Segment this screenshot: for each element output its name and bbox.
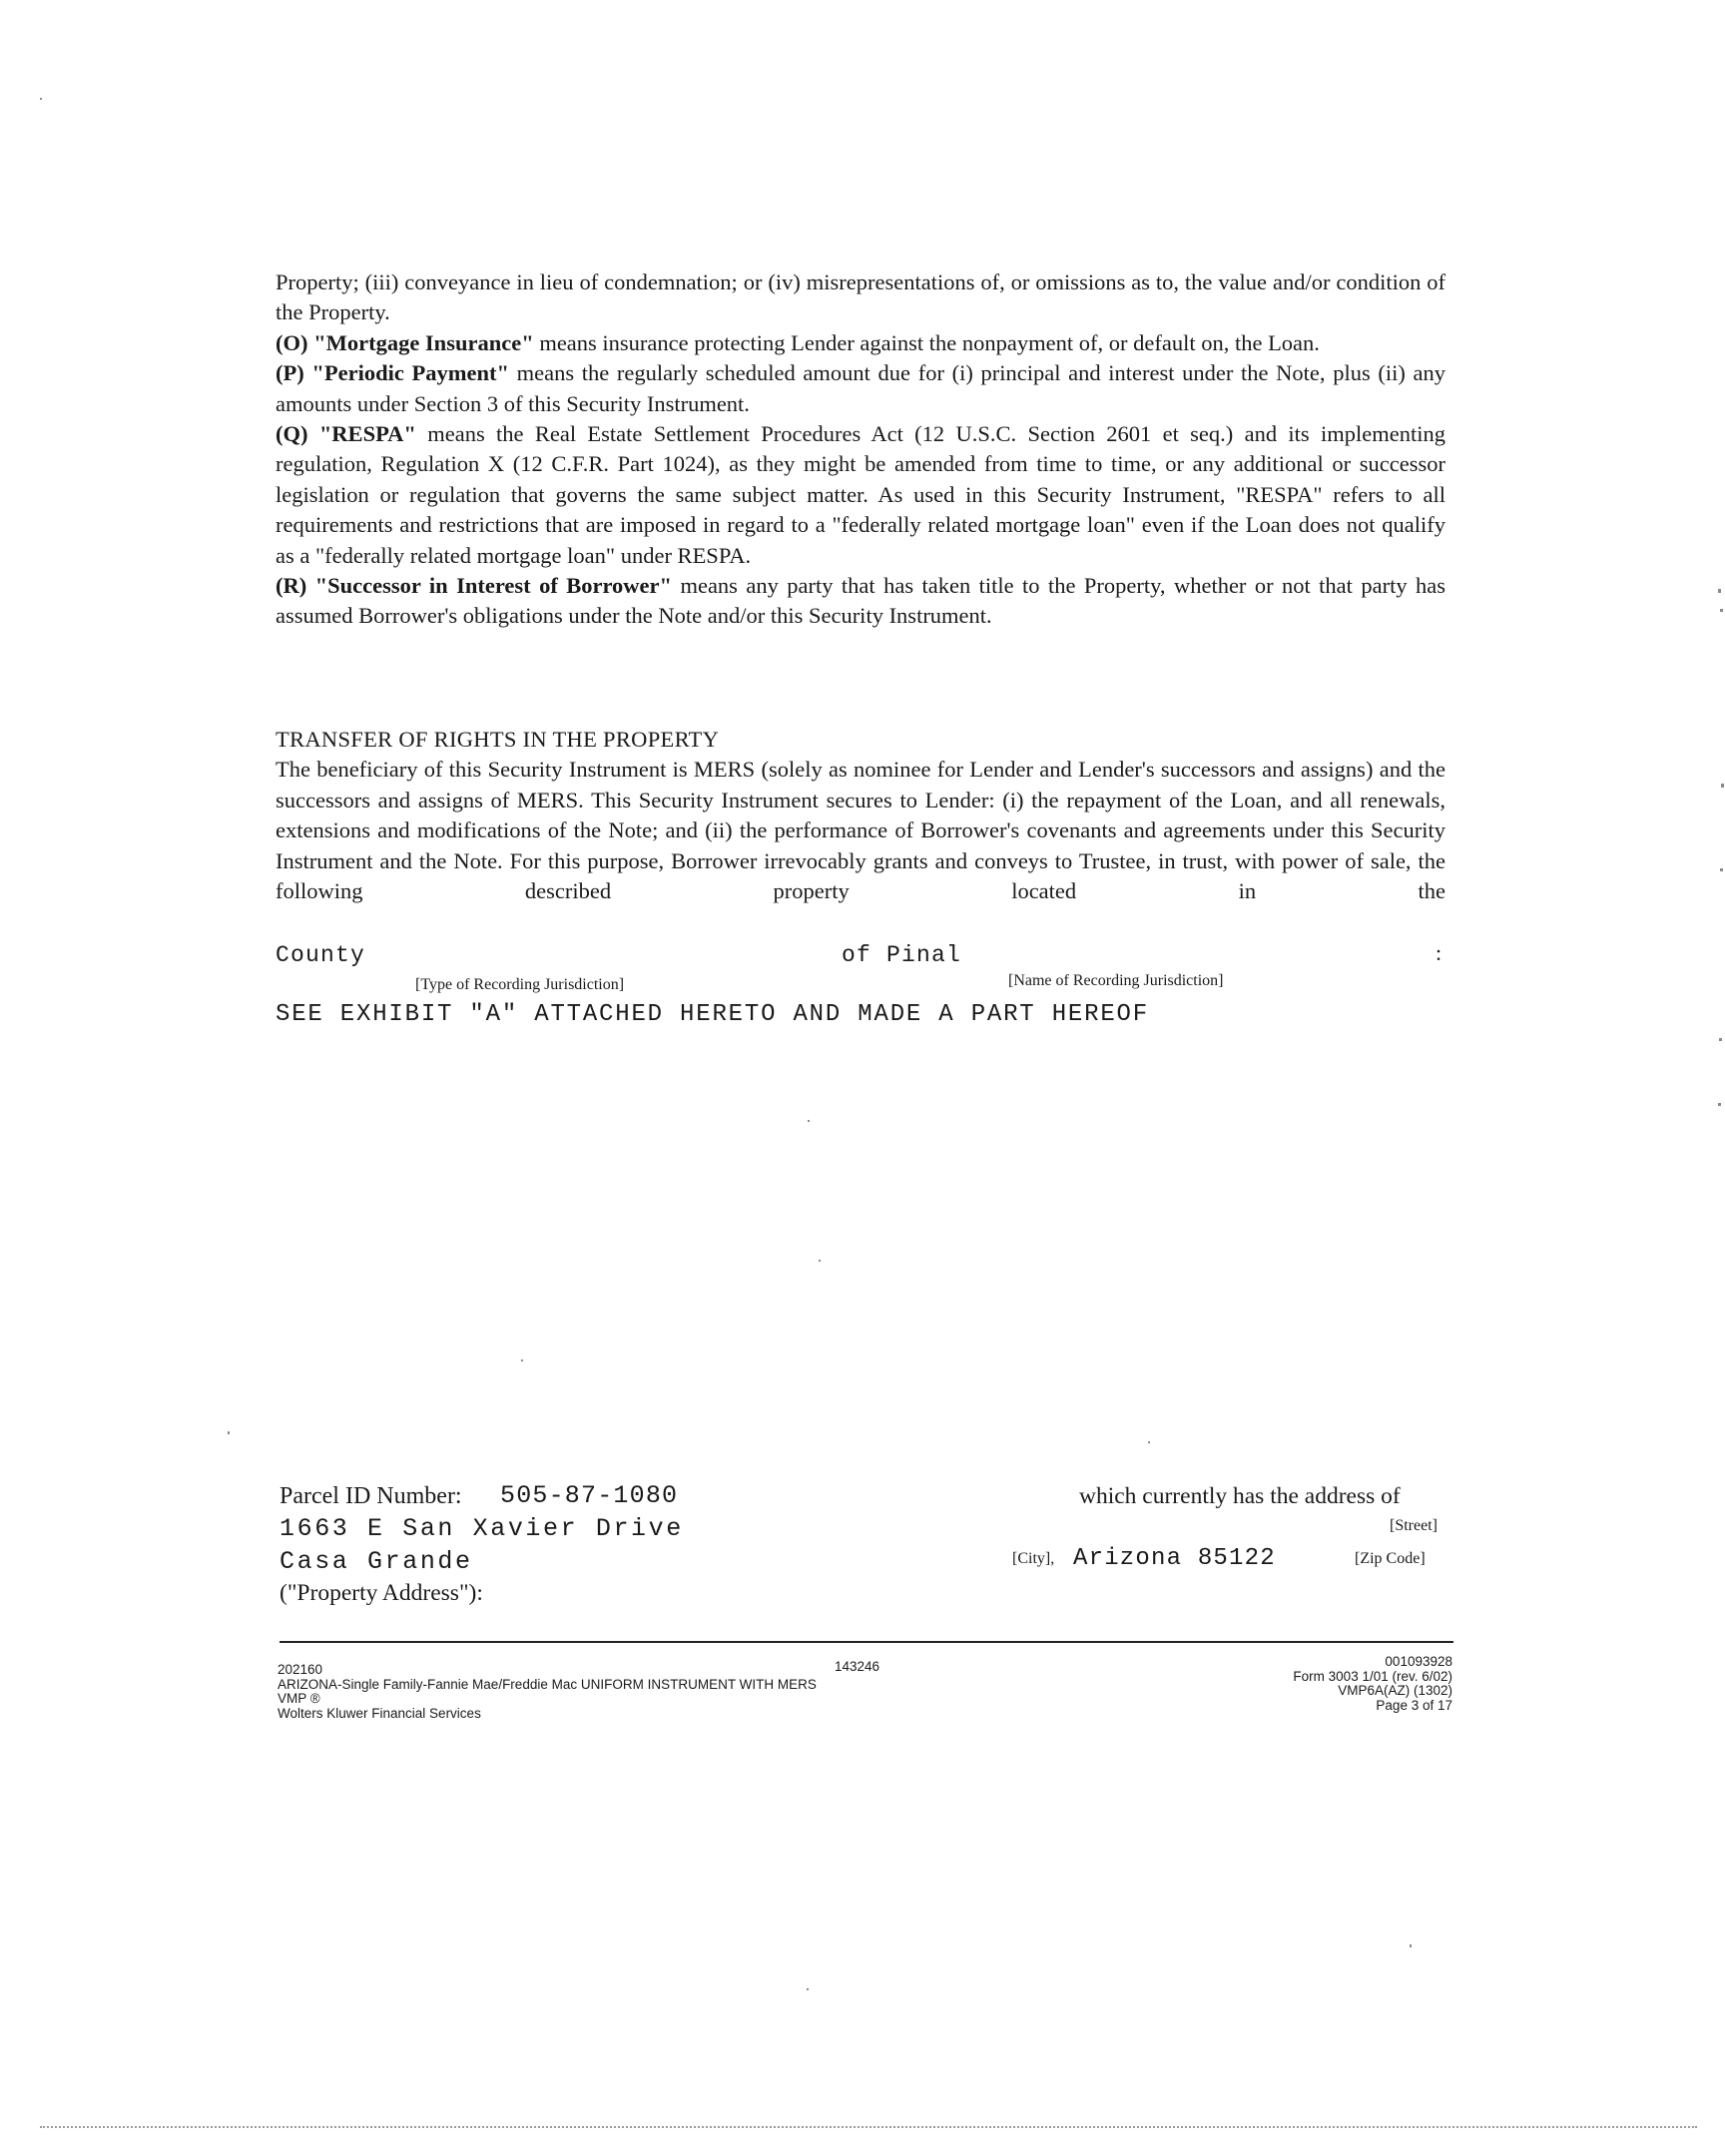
footer-code: 202160 bbox=[278, 1662, 323, 1677]
city-value: Casa Grande bbox=[280, 1547, 473, 1576]
scan-speck bbox=[807, 1988, 809, 1990]
street-field-label: [Street] bbox=[1390, 1517, 1438, 1534]
scan-speck bbox=[1720, 609, 1723, 612]
footer-form-number: Form 3003 1/01 (rev. 6/02) bbox=[1293, 1668, 1452, 1684]
city-field-label: [City], bbox=[1012, 1550, 1055, 1567]
definition-term: (O) "Mortgage Insurance" bbox=[276, 329, 534, 355]
scan-speck bbox=[521, 1359, 523, 1361]
footer-vmp: VMP ® bbox=[278, 1691, 320, 1706]
jurisdiction-type-value: County bbox=[276, 942, 366, 968]
footer-loan-number: 001093928 bbox=[1385, 1654, 1452, 1669]
scan-edge-artifact bbox=[40, 2126, 1697, 2128]
transfer-of-rights-section bbox=[276, 725, 1445, 907]
jurisdiction-name-value: of Pinal bbox=[842, 942, 962, 968]
property-address-label: ("Property Address"): bbox=[280, 1580, 483, 1606]
footer-page-number: Page 3 of 17 bbox=[1376, 1697, 1452, 1713]
scan-speck bbox=[1718, 1103, 1721, 1106]
scan-speck bbox=[1718, 589, 1721, 593]
definition-term: (P) "Periodic Payment" bbox=[276, 360, 509, 386]
definition-text: means insurance protecting Lender against the nonpayment of, or default on, the Loan. bbox=[533, 329, 1320, 355]
definition-periodic-payment bbox=[276, 358, 1445, 419]
scan-speck bbox=[1410, 1944, 1412, 1947]
definition-term: (R) "Successor in Interest of Borrower" bbox=[276, 573, 673, 599]
definition-mortgage-insurance bbox=[276, 328, 1445, 358]
zip-field-label: [Zip Code] bbox=[1355, 1550, 1426, 1567]
jurisdiction-name-label: [Name of Recording Jurisdiction] bbox=[1008, 972, 1224, 989]
parcel-id-value: 505-87-1080 bbox=[500, 1481, 679, 1510]
scan-speck bbox=[228, 1431, 230, 1434]
footer-publisher: Wolters Kluwer Financial Services bbox=[278, 1705, 481, 1721]
definition-term: (Q) "RESPA" bbox=[276, 421, 416, 447]
footer-form-title: ARIZONA-Single Family-Fannie Mae/Freddie Mac UNIFORM INSTRUMENT WITH MERS bbox=[278, 1676, 817, 1692]
footer-divider bbox=[280, 1641, 1453, 1643]
scan-speck bbox=[1720, 868, 1723, 871]
scan-speck bbox=[819, 1260, 821, 1262]
definition-text: means any party that has taken title to the Property, whether or not that party has assumed Borrower's obligations under the Note and/or this Security Instrument. bbox=[276, 573, 1445, 629]
definition-respa bbox=[276, 419, 1445, 571]
street-address-value: 1663 E San Xavier Drive bbox=[280, 1514, 684, 1543]
footer-form-info bbox=[278, 1663, 817, 1721]
section-heading: TRANSFER OF RIGHTS IN THE PROPERTY bbox=[276, 727, 720, 752]
scan-speck bbox=[808, 1120, 810, 1122]
exhibit-reference: SEE EXHIBIT "A" ATTACHED HERETO AND MADE A PART HEREOF bbox=[276, 1001, 1149, 1028]
definition-continuation: Property; (iii) conveyance in lieu of condemnation; or (iv) misrepresentations of, or omissions as to, the value and/or condition of the Property. bbox=[276, 270, 1445, 325]
transfer-paragraph: The beneficiary of this Security Instrument is MERS (solely as nominee for Lender and Lender's successors and assigns) and the successors and assigns of MERS. This Security Instrument secures to Lender: (i) the repayment of the Loan, and all renewals, extensions and modifications of the Note; and (ii) the performance of Borrower's covenants and agreements under this Security Instrument and the Note. For this purpose, Borrower irrevocably grants and conveys to Trustee, in trust, with power of sale, the following described property located in the bbox=[276, 757, 1445, 903]
jurisdiction-type-label: [Type of Recording Jurisdiction] bbox=[415, 976, 625, 993]
parcel-id-label: Parcel ID Number: bbox=[280, 1483, 462, 1509]
footer-center-number: 143246 bbox=[835, 1659, 880, 1674]
scan-speck bbox=[40, 98, 42, 100]
jurisdiction-colon: : bbox=[1436, 940, 1442, 965]
definition-text: means the regularly scheduled amount due for (i) principal and interest under the Note, plus (ii) any amounts under Section 3 of this Security Instrument. bbox=[276, 360, 1445, 416]
scan-speck bbox=[1719, 1038, 1722, 1041]
definition-text: means the Real Estate Settlement Procedures Act (12 U.S.C. Section 2601 et seq.) and its implementing regulation, Regulation X (12 C.F.R. Part 1024), as they might be amended from time to time, or any additional or successor legislation or regulation that governs the same subject matter. As used in this Security Instrument, "RESPA" refers to all requirements and restrictions that are imposed in regard to a "federally related mortgage loan" even if the Loan does not qualify as a "federally related mortgage loan" under RESPA. bbox=[276, 421, 1446, 568]
scan-speck bbox=[1148, 1441, 1150, 1443]
footer-vmp-code: VMP6A(AZ) (1302) bbox=[1338, 1683, 1452, 1698]
scan-speck bbox=[1721, 784, 1724, 788]
current-address-label: which currently has the address of bbox=[1079, 1483, 1401, 1509]
footer-page-info bbox=[1148, 1655, 1452, 1713]
definition-successor-in-interest bbox=[276, 571, 1445, 632]
state-zip-value: Arizona 85122 bbox=[1073, 1545, 1276, 1572]
definitions-section bbox=[276, 268, 1445, 632]
